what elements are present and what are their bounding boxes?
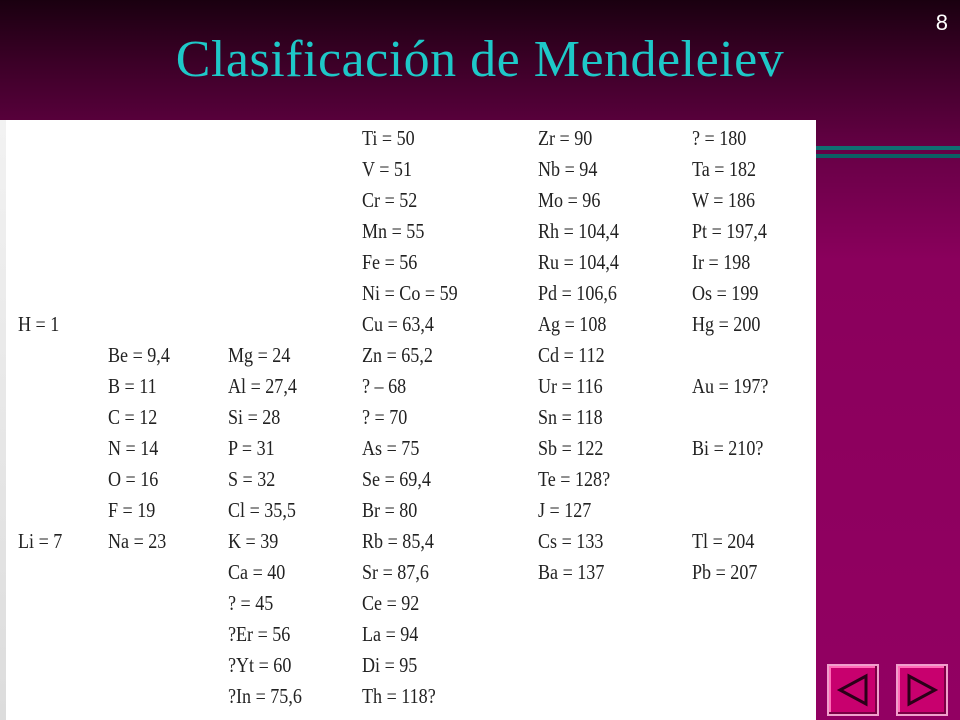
element-cell: Te = 128? [538, 467, 611, 491]
element-cell: W = 186 [692, 188, 756, 212]
element-cell: F = 19 [108, 498, 156, 522]
element-cell: Fe = 56 [362, 250, 418, 274]
element-cell: Sb = 122 [538, 436, 604, 460]
element-cell: Bi = 210? [692, 436, 764, 460]
element-cell: Zn = 65,2 [362, 343, 433, 367]
element-cell: Ru = 104,4 [538, 250, 619, 274]
element-cell: Cs = 133 [538, 529, 604, 553]
element-cell: Se = 69,4 [362, 467, 431, 491]
element-cell: P = 31 [228, 436, 275, 460]
element-cell: Al = 27,4 [228, 374, 297, 398]
element-cell: V = 51 [362, 157, 413, 181]
element-cell: Cr = 52 [362, 188, 418, 212]
element-cell: Cd = 112 [538, 343, 605, 367]
element-cell: Si = 28 [228, 405, 281, 429]
element-cell: Mg = 24 [228, 343, 291, 367]
element-cell: J = 127 [538, 498, 592, 522]
element-cell: Pt = 197,4 [692, 219, 767, 243]
element-cell: Ba = 137 [538, 560, 605, 584]
element-cell: Ca = 40 [228, 560, 286, 584]
element-cell: La = 94 [362, 622, 419, 646]
element-cell: ? = 45 [228, 591, 274, 615]
element-cell: Mn = 55 [362, 219, 425, 243]
element-cell: Ti = 50 [362, 126, 415, 150]
element-cell: Be = 9,4 [108, 343, 170, 367]
element-cell: ? = 70 [362, 405, 408, 429]
accent-bars [815, 146, 960, 164]
element-cell: Na = 23 [108, 529, 167, 553]
element-cell: Ir = 198 [692, 250, 751, 274]
accent-bar-bottom [815, 154, 960, 158]
element-cell: S = 32 [228, 467, 276, 491]
element-cell: Ur = 116 [538, 374, 603, 398]
element-cell: O = 16 [108, 467, 159, 491]
element-cell: ? – 68 [362, 374, 407, 398]
element-cell: Cu = 63,4 [362, 312, 434, 336]
slide-number: 8 [935, 10, 948, 35]
element-cell: H = 1 [18, 312, 60, 336]
element-cell: As = 75 [362, 436, 420, 460]
element-cell: Ta = 182 [692, 157, 757, 181]
element-cell: Tl = 204 [692, 529, 755, 553]
element-cell: ?Yt = 60 [228, 653, 292, 677]
element-cell: Pd = 106,6 [538, 281, 617, 305]
element-cell: ?In = 75,6 [228, 684, 302, 708]
element-cell: ? = 180 [692, 126, 747, 150]
slide-title: Clasificación de Mendeleiev [175, 31, 785, 88]
triangle-left-icon [829, 666, 877, 714]
element-cell: Nb = 94 [538, 157, 598, 181]
element-cell: Sn = 118 [538, 405, 603, 429]
element-cell: C = 12 [108, 405, 158, 429]
element-cell: Sr = 87,6 [362, 560, 429, 584]
element-cell: B = 11 [108, 374, 157, 398]
element-cell: Rh = 104,4 [538, 219, 619, 243]
element-cell: Au = 197? [692, 374, 769, 398]
triangle-right-icon [898, 666, 946, 714]
element-cell: Ce = 92 [362, 591, 420, 615]
element-cell: Pb = 207 [692, 560, 758, 584]
next-slide-button[interactable] [896, 664, 948, 716]
element-cell: ?Er = 56 [228, 622, 291, 646]
element-cell: Th = 118? [362, 684, 436, 708]
element-cell: N = 14 [108, 436, 159, 460]
element-cell: Di = 95 [362, 653, 418, 677]
element-cell: Cl = 35,5 [228, 498, 296, 522]
element-cell: Ag = 108 [538, 312, 607, 336]
element-cell: Rb = 85,4 [362, 529, 434, 553]
mendeleev-table [0, 120, 816, 720]
previous-slide-button[interactable] [827, 664, 879, 716]
element-cell: Zr = 90 [538, 126, 593, 150]
element-cell: Br = 80 [362, 498, 418, 522]
element-cell: K = 39 [228, 529, 279, 553]
element-cell: Ni = Co = 59 [362, 281, 458, 305]
accent-bar-top [815, 146, 960, 150]
element-cell: Li = 7 [18, 529, 63, 553]
element-cell: Hg = 200 [692, 312, 761, 336]
element-cell: Os = 199 [692, 281, 759, 305]
element-cell: Mo = 96 [538, 188, 601, 212]
